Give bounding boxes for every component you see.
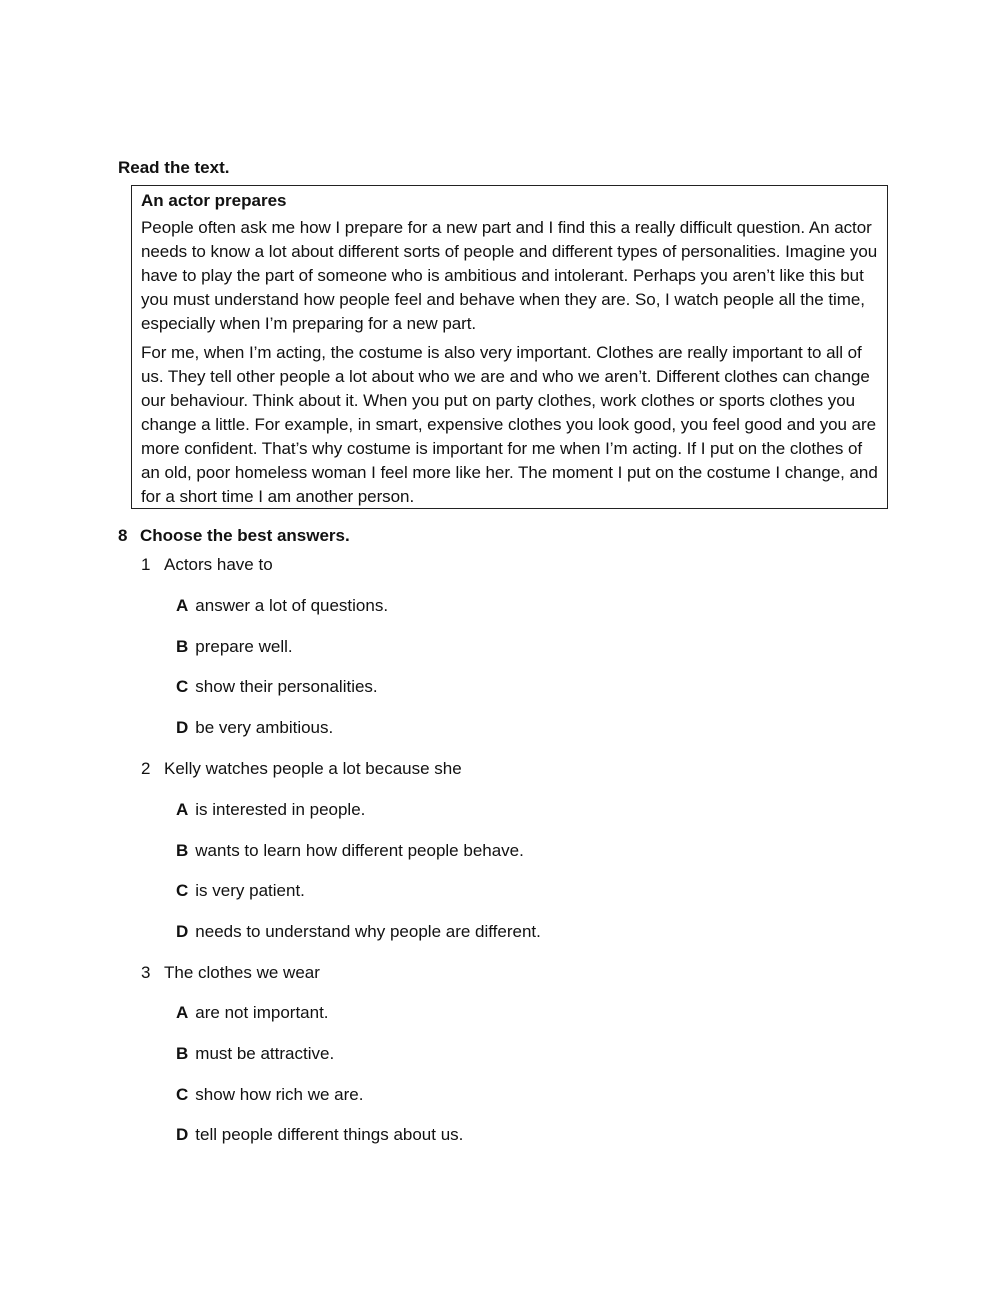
- question-2-option-c[interactable]: [176, 880, 305, 902]
- question-1-option-b[interactable]: [176, 636, 293, 658]
- option-text: show how rich we are.: [195, 1085, 364, 1104]
- reading-paragraph: People often ask me how I prepare for a new part and I find this a really difficult question. An actor needs to know a lot about different sorts of people and different types of personalities. Imagine you have to play the part of someone who is ambitious and intolerant. Perhaps you aren’t like this but you must understand how people feel and behave when they are. So, I watch people all the time, especially when I’m preparing for a new part.: [141, 218, 878, 333]
- question-2-option-a[interactable]: [176, 799, 365, 821]
- reading-paragraph: For me, when I’m acting, the costume is also very important. Clothes are really important to all of us. They tell other people a lot about who we are and who we aren’t. Different clothes can change our behaviour. Think about it. When you put on party clothes, work clothes or sports clothes you change a little. For example, in smart, expensive clothes you look good, you feel good and you are more confident. That’s why costume is important for me when I’m acting. If I put on the clothes of an old, poor homeless woman I feel more like her. The moment I put on the costume I change, and for a short time I am another person.: [141, 343, 878, 506]
- option-text: needs to understand why people are different.: [195, 922, 541, 941]
- option-text: are not important.: [195, 1003, 329, 1022]
- option-text: answer a lot of questions.: [195, 596, 389, 615]
- question-text: The clothes we wear: [164, 963, 320, 982]
- option-text: wants to learn how different people behave.: [195, 841, 524, 860]
- question-number: 2: [141, 759, 151, 778]
- exercise-number: 8: [118, 526, 128, 545]
- question-3-option-c[interactable]: [176, 1084, 363, 1106]
- option-text: show their personalities.: [195, 677, 378, 696]
- option-letter: C: [176, 1085, 189, 1104]
- option-letter: B: [176, 841, 189, 860]
- option-text: is interested in people.: [195, 800, 366, 819]
- option-letter: C: [176, 881, 189, 900]
- exercise-title: Choose the best answers.: [140, 526, 350, 545]
- question-2-stem: [141, 758, 462, 780]
- question-1-option-a[interactable]: [176, 595, 388, 617]
- question-1-stem: [141, 554, 273, 576]
- option-letter: B: [176, 637, 189, 656]
- question-1-option-c[interactable]: [176, 676, 378, 698]
- option-text: is very patient.: [195, 881, 305, 900]
- question-number: 3: [141, 963, 151, 982]
- option-text: prepare well.: [195, 637, 293, 656]
- question-1-option-d[interactable]: [176, 717, 333, 739]
- option-text: be very ambitious.: [195, 718, 334, 737]
- option-letter: A: [176, 800, 189, 819]
- question-3-option-b[interactable]: [176, 1043, 334, 1065]
- option-letter: C: [176, 677, 189, 696]
- option-letter: D: [176, 1125, 189, 1144]
- exercise-heading: [118, 525, 350, 547]
- option-text: tell people different things about us.: [195, 1125, 464, 1144]
- question-3-option-a[interactable]: [176, 1002, 329, 1024]
- option-letter: A: [176, 1003, 189, 1022]
- reading-title: An actor prepares: [141, 191, 287, 210]
- reading-text-box: [131, 185, 888, 509]
- question-number: 1: [141, 555, 151, 574]
- option-text: must be attractive.: [195, 1044, 335, 1063]
- option-letter: B: [176, 1044, 189, 1063]
- reading-instruction: Read the text.: [118, 158, 230, 177]
- question-3-option-d[interactable]: [176, 1124, 463, 1146]
- question-2-option-d[interactable]: [176, 921, 541, 943]
- option-letter: D: [176, 718, 189, 737]
- question-text: Actors have to: [164, 555, 273, 574]
- question-text: Kelly watches people a lot because she: [164, 759, 462, 778]
- option-letter: D: [176, 922, 189, 941]
- option-letter: A: [176, 596, 189, 615]
- question-3-stem: [141, 962, 320, 984]
- question-2-option-b[interactable]: [176, 840, 524, 862]
